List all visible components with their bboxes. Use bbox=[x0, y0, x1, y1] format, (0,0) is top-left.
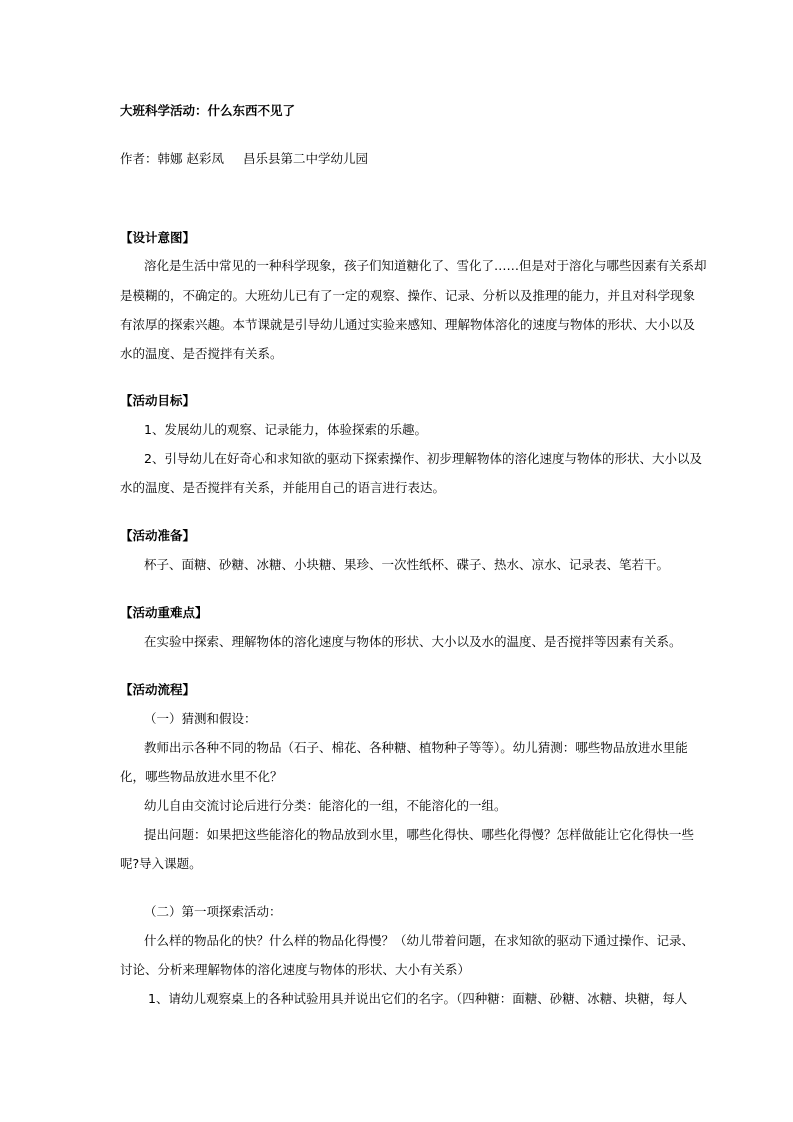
document-title: 大班科学活动：什么东西不见了 bbox=[120, 103, 296, 118]
process-part1-line: 呢?导入课题。 bbox=[120, 856, 202, 871]
design-paragraph-line: 有浓厚的探索兴趣。本节课就是引导幼儿通过实验来感知、理解物体溶化的速度与物体的形状、大小以及 bbox=[120, 317, 696, 332]
process-part1-line: 提出问题：如果把这些能溶化的物品放到水里，哪些化得快、哪些化得慢？怎样做能让它化得快一些 bbox=[144, 827, 695, 842]
process-part2-title: （二）第一项探索活动： bbox=[144, 904, 282, 919]
section-heading-process: 【活动流程】 bbox=[120, 682, 196, 697]
school-name: 昌乐县第二中学幼儿园 bbox=[243, 151, 369, 166]
process-part1-line: 化，哪些物品放进水里不化？ bbox=[120, 769, 283, 784]
process-part2-line: 1、请幼儿观察桌上的各种试验用具并说出它们的名字。（四种糖：面糖、砂糖、冰糖、块糖，每人 bbox=[148, 991, 688, 1006]
author-line: 作者：韩娜 赵彩凤 bbox=[120, 151, 224, 166]
section-heading-prep: 【活动准备】 bbox=[120, 528, 196, 543]
key-points: 在实验中探索、理解物体的溶化速度与物体的形状、大小以及水的温度、是否搅拌等因素有关系。 bbox=[144, 634, 682, 649]
section-heading-goals: 【活动目标】 bbox=[120, 393, 196, 408]
design-paragraph-line: 溶化是生活中常见的一种科学现象，孩子们知道糖化了、雪化了……但是对于溶化与哪些因素有关系却 bbox=[144, 258, 707, 273]
section-heading-design: 【设计意图】 bbox=[120, 230, 196, 245]
prep-materials: 杯子、面糖、砂糖、冰糖、小块糖、果珍、一次性纸杯、碟子、热水、凉水、记录表、笔若干。 bbox=[144, 557, 670, 572]
design-paragraph-line: 是模糊的，不确定的。大班幼儿已有了一定的观察、操作、记录、分析以及推理的能力，并且对科学现象 bbox=[120, 288, 696, 303]
process-part1-title: （一）猜测和假设： bbox=[144, 711, 257, 726]
design-paragraph-line: 水的温度、是否搅拌有关系。 bbox=[120, 346, 283, 361]
process-part2-line: 讨论、分析来理解物体的溶化速度与物体的形状、大小有关系） bbox=[120, 962, 471, 977]
process-part1-line: 教师出示各种不同的物品（石子、棉花、各种糖、植物种子等等）。幼儿猜测：哪些物品放进水里能 bbox=[144, 740, 688, 755]
process-part2-line: 什么样的物品化的快？什么样的物品化得慢？（幼儿带着问题，在求知欲的驱动下通过操作、记录、 bbox=[144, 933, 695, 948]
section-heading-key: 【活动重难点】 bbox=[120, 605, 208, 620]
process-part1-line: 幼儿自由交流讨论后进行分类：能溶化的一组，不能溶化的一组。 bbox=[144, 798, 507, 813]
goal-item-2-cont: 水的温度、是否搅拌有关系，并能用自己的语言进行表达。 bbox=[120, 480, 446, 495]
goal-item-2: 2、引导幼儿在好奇心和求知欲的驱动下探索操作、初步理解物体的溶化速度与物体的形状、大小以及 bbox=[144, 451, 702, 466]
goal-item-1: 1、发展幼儿的观察、记录能力，体验探索的乐趣。 bbox=[144, 422, 427, 437]
